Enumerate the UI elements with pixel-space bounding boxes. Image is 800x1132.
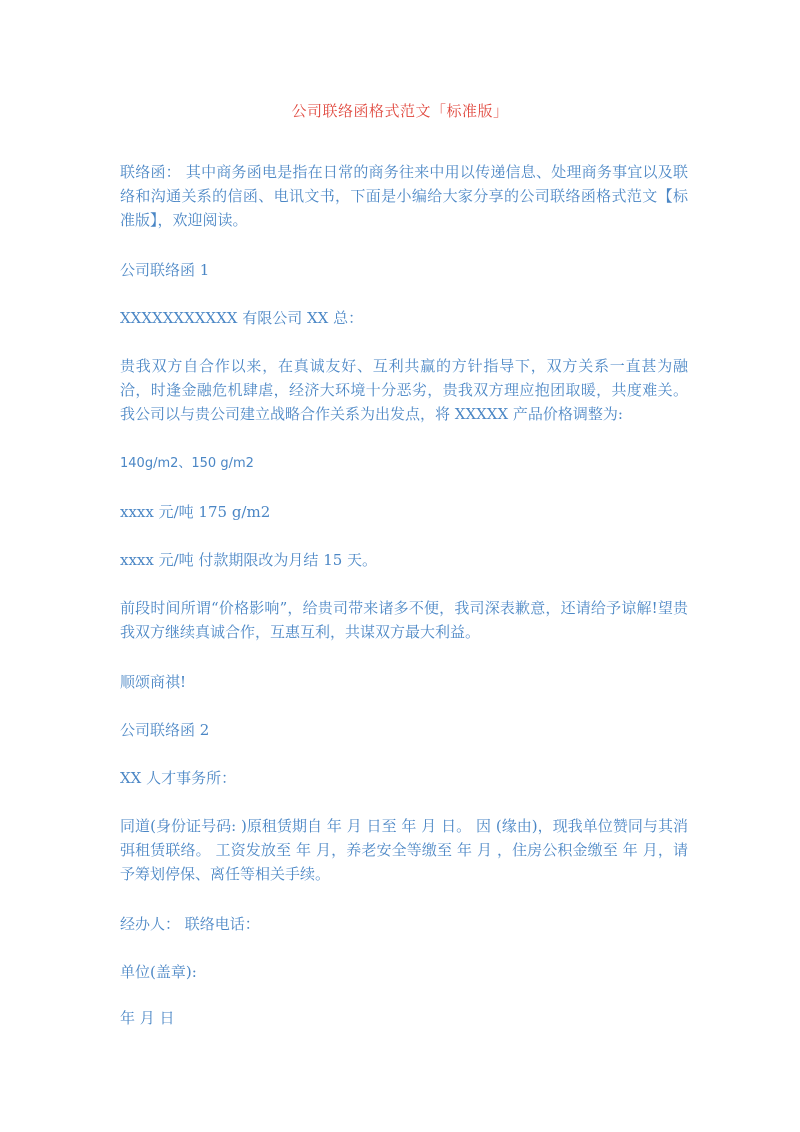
document-title: 公司联络函格式范文「标准版」 (291, 102, 509, 120)
unit-seal-line: 单位(盖章): (120, 963, 197, 981)
letter-2-salutation: XX 人才事务所： (120, 769, 237, 787)
price-line-1: 140g/m2、150 g/m2 (120, 456, 254, 471)
intro-paragraph: 联络函： 其中商务函电是指在日常的商务往来中用以传递信息、处理商务事宜以及联络和沟通关系的信函、电讯文书，下面是小编给大家分享的公司联络函格式范文【标准版】，欢迎阅读。 (120, 163, 688, 229)
letter-1-salutation: XXXXXXXXXXX 有限公司 XX 总： (120, 309, 364, 327)
section-heading-letter-2: 公司联络函 2 (120, 721, 210, 739)
date-line: 年 月 日 (120, 1009, 175, 1027)
letter-1-body-paragraph: 贵我双方自合作以来，在真诚友好、互利共赢的方针指导下，双方关系一直甚为融洽，时逢金融危机肆虐，经济大环境十分恶劣，贵我双方理应抱团取暖，共度难关。我公司以与贵公司建立战略合作关系为出发点，将 XXXXX 产品价格调整为: (120, 357, 688, 423)
price-line-2: xxxx 元/吨 175 g/m2 (120, 503, 271, 521)
letter-1-closing: 顺颂商祺! (120, 673, 187, 691)
letter-1-apology-paragraph: 前段时间所谓“价格影响”，给贵司带来诸多不便，我司深表歉意，还请给予谅解!望贵我双方继续真诚合作，互惠互利，共谋双方最大利益。 (120, 599, 688, 641)
letter-2-body-paragraph: 同道(身份证号码: )原租赁期自 年 月 日至 年 月 日。 因 (缘由)，现我单位赞同与其消弭租赁联络。 工资发放至 年 月，养老安全等缴至 年 月 ，住房公积金缴至 年 月，请予筹划停保、离任等相关手续。 (120, 817, 688, 883)
section-heading-letter-1: 公司联络函 1 (120, 261, 210, 279)
price-line-3: xxxx 元/吨 付款期限改为月结 15 天。 (120, 551, 378, 569)
handler-contact-line: 经办人： 联络电话： (120, 915, 260, 933)
